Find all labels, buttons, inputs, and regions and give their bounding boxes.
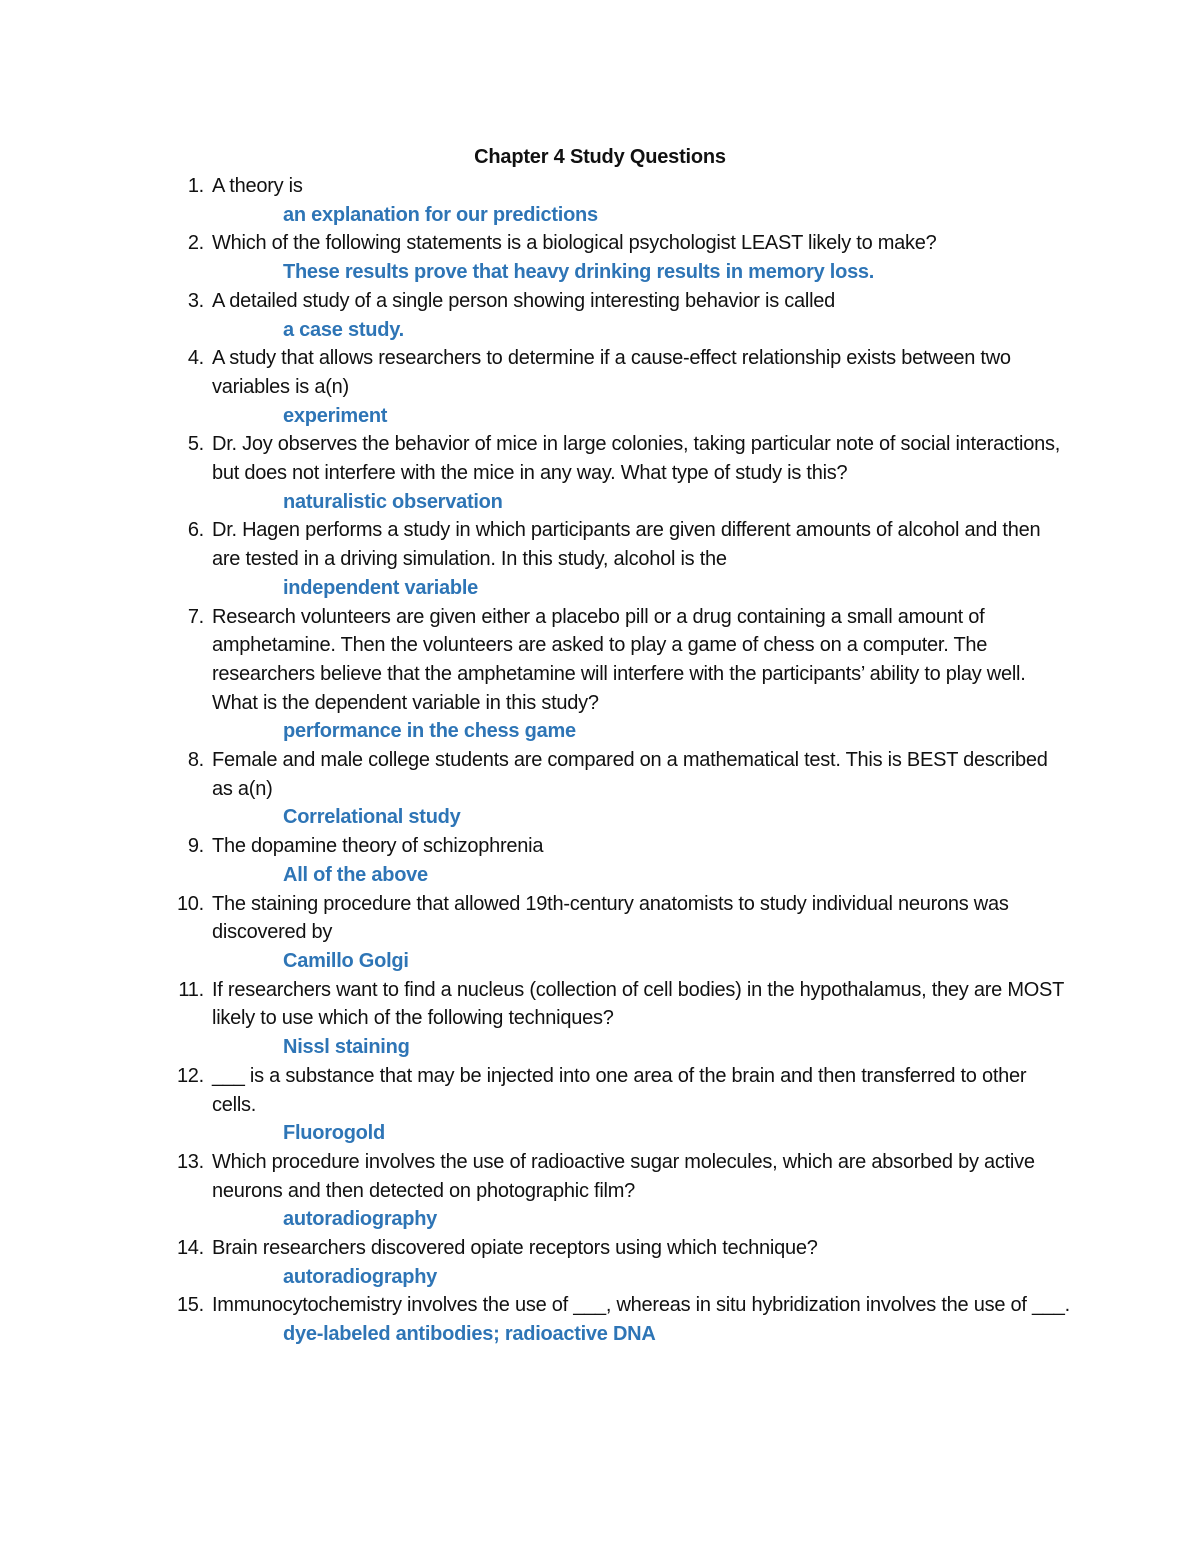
question-text: The dopamine theory of schizophrenia (212, 835, 544, 858)
answer-text: an explanation for our predictions (283, 203, 598, 226)
question-item (0, 430, 1200, 516)
answer-text: Fluorogold (283, 1122, 385, 1145)
question-number: 7. (187, 605, 204, 628)
answer-text: experiment (283, 404, 388, 427)
question-text: If researchers want to find a nucleus (collection of cell bodies) in the hypothalamus, they are MOST likely to use which of the following techniques? (212, 978, 1064, 1030)
answer-text: performance in the chess game (283, 720, 576, 743)
question-text: Dr. Joy observes the behavior of mice in large colonies, taking particular note of social interactions, but does not interfere with the mice in any way. What type of study is this? (212, 433, 1061, 485)
answer-text: All of the above (283, 863, 428, 886)
question-number: 13. (176, 1150, 204, 1173)
answer-text: independent variable (283, 576, 479, 599)
answer-text: Correlational study (283, 806, 461, 829)
question-number: 4. (187, 347, 204, 370)
document-title: Chapter 4 Study Questions (474, 146, 726, 168)
question-text: Which procedure involves the use of radioactive sugar molecules, which are absorbed by active neurons and then detected on photographic film? (212, 1150, 1035, 1202)
answer-text: naturalistic observation (283, 490, 503, 513)
answer-text: These results prove that heavy drinking results in memory loss. (283, 261, 875, 284)
question-number: 14. (176, 1237, 204, 1260)
answer-text: Camillo Golgi (283, 949, 409, 972)
question-text: Dr. Hagen performs a study in which participants are given different amounts of alcohol and then are tested in a driving simulation. In this study, alcohol is the (212, 519, 1041, 571)
question-item (0, 1234, 1200, 1291)
question-number: 9. (187, 835, 204, 858)
answer-text: autoradiography (283, 1208, 438, 1231)
question-number: 2. (187, 232, 204, 255)
question-item (0, 344, 1200, 430)
question-item (0, 1062, 1200, 1148)
question-number: 5. (187, 433, 204, 456)
question-text: Immunocytochemistry involves the use of ___, whereas in situ hybridization involves the use of ___. (212, 1294, 1070, 1317)
question-item (0, 516, 1200, 602)
question-number: 3. (187, 289, 204, 312)
question-item (0, 1291, 1200, 1348)
question-item (0, 287, 1200, 344)
question-item (0, 976, 1200, 1062)
question-item (0, 229, 1200, 286)
question-text: A theory is (212, 175, 303, 197)
question-text: A study that allows researchers to determine if a cause-effect relationship exists between two variables is a(n) (212, 347, 1011, 398)
answer-text: autoradiography (283, 1265, 438, 1288)
question-text: Which of the following statements is a biological psychologist LEAST likely to make? (212, 232, 937, 255)
question-item (0, 832, 1200, 889)
question-number: 1. (187, 175, 204, 197)
question-item (0, 1148, 1200, 1234)
question-text: Research volunteers are given either a placebo pill or a drug containing a small amount of amphetamine. Then the volunteers are asked to play a game of chess on a computer. The researchers believe that the amphetamine will interfere with the participants’ ability to play well. What is the dependent variable in this study? (212, 605, 1026, 714)
question-list (0, 172, 1200, 1349)
question-number: 11. (178, 978, 204, 1001)
question-text: Female and male college students are compared on a mathematical test. This is BEST described as a(n) (212, 749, 1048, 800)
answer-text: a case study. (283, 318, 404, 341)
question-text: A detailed study of a single person showing interesting behavior is called (212, 289, 836, 312)
question-item (0, 890, 1200, 976)
question-item (0, 172, 1200, 229)
question-text: Brain researchers discovered opiate receptors using which technique? (212, 1237, 818, 1260)
question-number: 15. (176, 1294, 204, 1317)
question-item (0, 603, 1200, 747)
question-text: The staining procedure that allowed 19th-century anatomists to study individual neurons was discovered by (212, 892, 1009, 944)
question-text: ___ is a substance that may be injected into one area of the brain and then transferred to other cells. (212, 1064, 1027, 1116)
question-number: 10. (176, 892, 204, 915)
answer-text: Nissl staining (283, 1036, 410, 1059)
question-number: 6. (187, 519, 204, 542)
answer-text: dye-labeled antibodies; radioactive DNA (283, 1323, 656, 1346)
question-number: 8. (187, 749, 204, 772)
question-number: 12. (176, 1064, 204, 1087)
question-item (0, 746, 1200, 832)
